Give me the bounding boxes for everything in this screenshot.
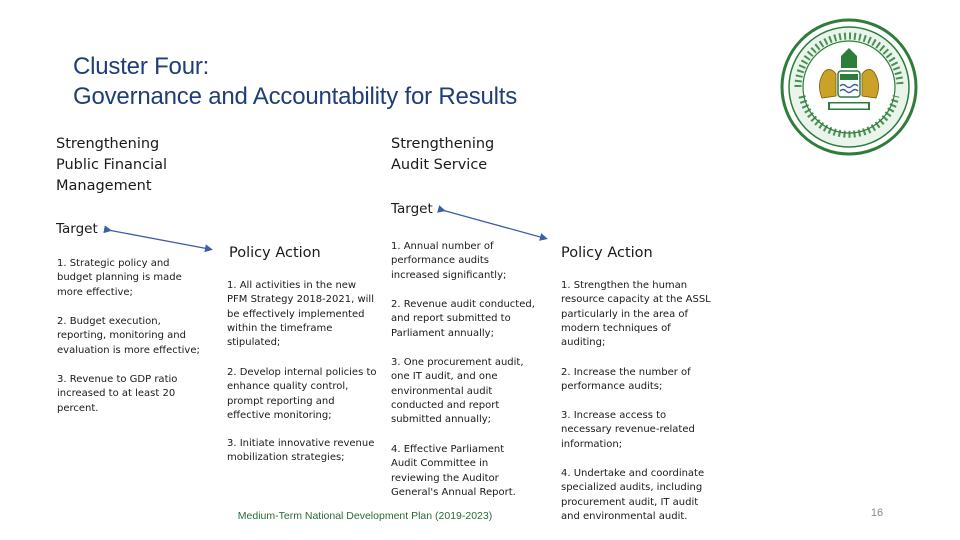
audit-policy-label: Policy Action bbox=[561, 245, 653, 261]
text-line: and report submitted to bbox=[391, 313, 511, 325]
pfm-policy-1 bbox=[227, 279, 387, 350]
pfm-policy-3 bbox=[227, 437, 387, 466]
text-line: within the timeframe bbox=[227, 322, 333, 334]
pfm-arrow bbox=[108, 230, 209, 249]
text-line: environmental audit bbox=[391, 385, 493, 397]
audit-policy-3 bbox=[561, 409, 731, 452]
pfm-policy-label: Policy Action bbox=[229, 245, 321, 261]
text-line: 2. Revenue audit conducted, bbox=[391, 299, 535, 310]
pfm-heading-line-1: Strengthening bbox=[56, 136, 160, 152]
text-line: enhance quality control, bbox=[227, 381, 349, 393]
pfm-target-3 bbox=[57, 373, 217, 416]
text-line: Parliament annually; bbox=[391, 327, 494, 339]
title-line-1: Cluster Four: bbox=[73, 53, 210, 80]
pfm-target-1 bbox=[57, 257, 217, 300]
pfm-target-2 bbox=[57, 315, 217, 358]
text-line: 3. One procurement audit, bbox=[391, 357, 524, 368]
footer-text: Medium-Term National Development Plan (2019-2023) bbox=[237, 510, 493, 522]
text-line: information; bbox=[561, 438, 623, 450]
pfm-policy-2 bbox=[227, 366, 387, 423]
text-line: 4. Effective Parliament bbox=[391, 444, 505, 455]
text-line: prompt reporting and bbox=[227, 395, 335, 407]
text-line: percent. bbox=[57, 402, 99, 414]
text-line: particularly in the area of bbox=[561, 308, 689, 320]
text-line: necessary revenue-related bbox=[561, 424, 695, 436]
text-line: more effective; bbox=[57, 286, 133, 298]
text-line: General's Annual Report. bbox=[391, 486, 516, 498]
text-line: 4. Undertake and coordinate bbox=[561, 468, 705, 479]
text-line: 2. Develop internal policies to bbox=[227, 367, 377, 378]
audit-target-2 bbox=[391, 298, 551, 341]
audit-arrow bbox=[442, 210, 544, 238]
title-line-2: Governance and Accountability for Results bbox=[73, 83, 518, 110]
audit-heading-line-2: Audit Service bbox=[391, 157, 488, 173]
pfm-heading-line-3: Management bbox=[56, 178, 152, 194]
text-line: 3. Initiate innovative revenue bbox=[227, 438, 375, 449]
text-line: 1. All activities in the new bbox=[227, 280, 357, 291]
audit-target-1 bbox=[391, 240, 551, 283]
text-line: 2. Increase the number of bbox=[561, 367, 691, 378]
text-line: PFM Strategy 2018-2021, will bbox=[227, 294, 374, 306]
audit-policy-2 bbox=[561, 366, 731, 395]
text-line: reviewing the Auditor bbox=[391, 472, 499, 484]
text-line: be effectively implemented bbox=[227, 308, 365, 320]
pfm-heading-line-2: Public Financial bbox=[56, 157, 168, 173]
text-line: modern techniques of bbox=[561, 322, 671, 334]
text-line: 2. Budget execution, bbox=[57, 316, 161, 327]
text-line: budget planning is made bbox=[57, 272, 182, 284]
text-line: submitted annually; bbox=[391, 414, 492, 426]
text-line: reporting, monitoring and bbox=[57, 330, 186, 342]
text-line: performance audits; bbox=[561, 381, 663, 393]
text-line: specialized audits, including bbox=[561, 482, 703, 494]
text-line: one IT audit, and one bbox=[391, 371, 498, 383]
audit-target-4 bbox=[391, 443, 551, 500]
page-number: 16 bbox=[870, 507, 884, 519]
text-line: conducted and report bbox=[391, 399, 500, 411]
text-line: Audit Committee in bbox=[391, 458, 489, 470]
text-line: 1. Strengthen the human bbox=[561, 280, 688, 291]
text-line: 1. Strategic policy and bbox=[57, 258, 170, 269]
text-line: evaluation is more effective; bbox=[57, 344, 200, 356]
text-line: and environmental audit. bbox=[561, 510, 688, 522]
pfm-target-label: Target bbox=[56, 221, 98, 237]
audit-target-label: Target bbox=[391, 201, 433, 217]
ministry-seal-icon bbox=[778, 16, 920, 158]
text-line: 3. Increase access to bbox=[561, 410, 667, 421]
text-line: procurement audit, IT audit bbox=[561, 496, 699, 508]
text-line: increased to at least 20 bbox=[57, 388, 176, 400]
pfm-heading bbox=[56, 134, 226, 197]
audit-heading-line-1: Strengthening bbox=[391, 136, 495, 152]
audit-policy-4 bbox=[561, 467, 731, 524]
text-line: increased significantly; bbox=[391, 269, 507, 281]
text-line: resource capacity at the ASSL bbox=[561, 294, 711, 306]
seal-graphic bbox=[778, 16, 920, 158]
slide-title bbox=[73, 52, 713, 112]
audit-target-3 bbox=[391, 356, 551, 427]
audit-heading bbox=[391, 134, 561, 176]
text-line: stipulated; bbox=[227, 337, 281, 349]
text-line: effective monitoring; bbox=[227, 409, 332, 421]
text-line: 1. Annual number of bbox=[391, 241, 494, 252]
text-line: performance audits bbox=[391, 255, 489, 267]
text-line: 3. Revenue to GDP ratio bbox=[57, 374, 178, 385]
text-line: mobilization strategies; bbox=[227, 452, 345, 464]
text-line: auditing; bbox=[561, 337, 606, 349]
audit-policy-1 bbox=[561, 279, 731, 350]
